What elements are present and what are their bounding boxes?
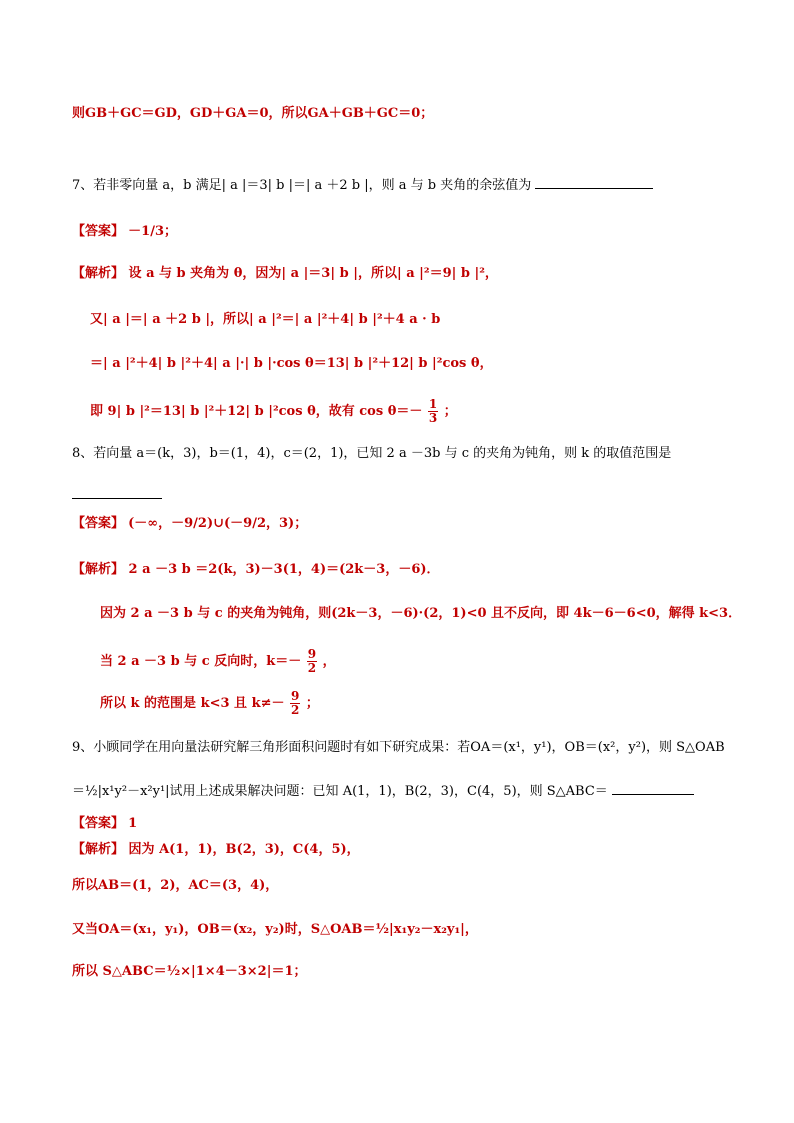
fraction-nine-halves: $\frac{9}{2}$ (291, 689, 300, 717)
analysis-7-line-1 (72, 264, 498, 284)
analysis-text-end: ， (322, 654, 336, 669)
analysis-label: 【解析】 (72, 842, 125, 857)
analysis-8-line-1 (72, 560, 440, 580)
answer-8 (72, 514, 307, 534)
analysis-text: 2 a －3 b ＝2(k，3)－3(1，4)＝(2k－3，－6)． (128, 562, 440, 577)
analysis-7-line-4 (90, 398, 457, 425)
answer-value: (－∞，－9/2)∪(－9/2，3)； (128, 516, 308, 531)
analysis-9-line-1 (72, 840, 360, 860)
line-gd-sum: 则GB＋GC＝GD，GD＋GA＝0，所以GA＋GB＋GC＝0； (72, 106, 434, 121)
answer-label: 【答案】 (72, 224, 125, 239)
fraction-nine-halves: $\frac{9}{2}$ (307, 647, 317, 675)
question-9-text: ＝½|x¹y²－x²y¹|试用上述成果解决问题：已知 A(1，1)，B(2，3)，C(4，5)，则 S△ABC＝ (72, 784, 608, 799)
answer-7 (72, 222, 177, 242)
analysis-9-line-2: 所以AB＝(1，2)，AC＝(3，4)， (72, 878, 279, 893)
answer-value: 1 (128, 816, 138, 831)
analysis-text: 当 2 a －3 b 与 c 反向时，k＝－ (100, 654, 302, 669)
answer-value: －1/3； (128, 224, 177, 239)
analysis-text-end: ； (443, 404, 457, 419)
analysis-9-line-3: 又当OA＝(x₁，y₁)，OB＝(x₂，y₂)时，S△OAB＝½|x₁y₂－x₂y₁|， (72, 922, 478, 937)
answer-label: 【答案】 (72, 816, 125, 831)
question-7 (72, 174, 653, 196)
analysis-text: 设 a 与 b 夹角为 θ，因为| a |＝3| b |，所以| a |²＝9| b |²， (128, 266, 498, 281)
analysis-label: 【解析】 (72, 562, 125, 577)
answer-label: 【答案】 (72, 516, 125, 531)
analysis-9-line-4: 所以 S△ABC＝½×|1×4－3×2|＝1； (72, 964, 307, 979)
analysis-7-line-2: 又| a |＝| a ＋2 b |，所以| a |²＝| a |²＋4| b |²＋4 a · b (90, 312, 441, 327)
analysis-text: 所以 k 的范围是 k<3 且 k≠－ (100, 696, 285, 711)
analysis-8-line-2: 因为 2 a －3 b 与 c 的夹角为钝角，则(2k－3，－6)·(2，1)<0 且不反向，即 4k－6－6<0，解得 k<3． (100, 606, 742, 621)
analysis-8-line-3 (100, 648, 336, 675)
answer-blank-7 (535, 174, 653, 189)
question-7-text: 7、若非零向量 a，b 满足| a |＝3| b |＝| a ＋2 b |，则 a 与 b 夹角的余弦值为 (72, 178, 532, 193)
question-8: 8、若向量 a＝(k，3)，b＝(1，4)，c＝(2，1)，已知 2 a －3b 与 c 的夹角为钝角，则 k 的取值范围是 (72, 446, 672, 461)
analysis-text: 因为 A(1，1)，B(2，3)，C(4，5)， (128, 842, 360, 857)
answer-9 (72, 814, 137, 834)
analysis-7-line-3: ＝| a |²＋4| b |²＋4| a |·| b |·cos θ＝13| b |²＋12| b |²cos θ， (90, 356, 493, 371)
answer-blank-9 (612, 780, 694, 795)
question-9-line-1: 9、小顾同学在用向量法研究解三角形面积问题时有如下研究成果：若OA＝(x¹，y¹)，OB＝(x²，y²)，则 S△OAB (72, 740, 725, 755)
question-9-line-2 (72, 780, 694, 802)
fraction-one-third: $\frac{1}{3}$ (428, 397, 438, 425)
answer-blank-8 (72, 484, 162, 499)
answer-blank-8-row (72, 484, 162, 506)
analysis-label: 【解析】 (72, 266, 125, 281)
analysis-text-end: ； (305, 696, 319, 711)
analysis-text: 即 9| b |²＝13| b |²＋12| b |²cos θ，故有 cos θ＝－ (90, 404, 423, 419)
analysis-8-line-4 (100, 690, 319, 717)
